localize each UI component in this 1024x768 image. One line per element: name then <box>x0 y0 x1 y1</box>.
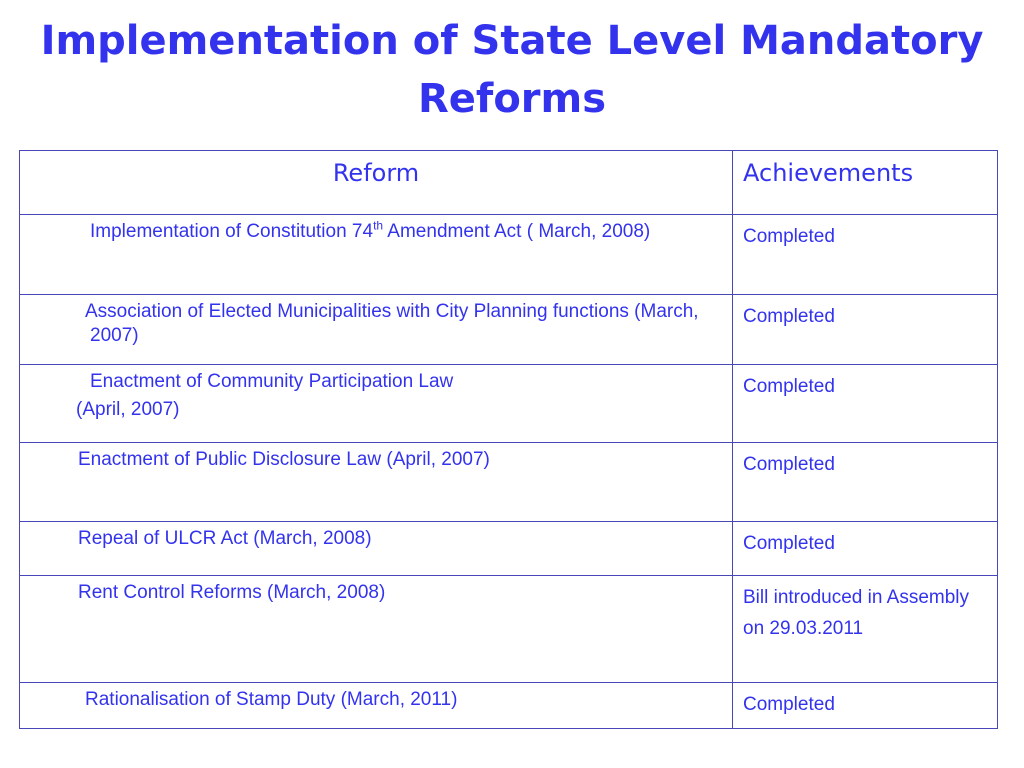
table-row <box>20 683 998 729</box>
reform-text <box>30 527 724 551</box>
table-row <box>20 576 998 683</box>
reforms-table <box>19 150 998 729</box>
table-row <box>20 215 998 295</box>
reform-number <box>30 300 85 324</box>
reform-cell <box>20 295 733 365</box>
page-title: Implementation of State Level Mandatory Reforms <box>40 18 984 122</box>
achievement-cell: Completed <box>733 683 998 729</box>
reform-cell <box>20 522 733 576</box>
reform-text-part: Amendment Act ( March, 2008) <box>383 221 651 242</box>
table-row <box>20 295 998 365</box>
reform-subtext: (April, 2007) <box>76 399 180 420</box>
achievement-cell: Bill introduced in Assembly on 29.03.2011 <box>733 576 998 683</box>
reform-text-part: Repeal of ULCR Act (March, 2008) <box>78 528 372 549</box>
reform-number <box>30 448 78 472</box>
achievement-cell: Completed <box>733 365 998 443</box>
reform-cell <box>20 683 733 729</box>
achievement-cell: Completed <box>733 522 998 576</box>
reform-text-part: Enactment of Public Disclosure Law (April, 2007) <box>78 449 490 470</box>
reform-text <box>30 448 724 472</box>
table-row <box>20 443 998 522</box>
reform-text <box>30 370 724 394</box>
reform-text-part: Enactment of Community Participation Law <box>90 371 454 392</box>
reform-number <box>30 527 78 551</box>
reform-text <box>30 688 724 712</box>
reform-number <box>30 220 90 244</box>
achievement-cell: Completed <box>733 443 998 522</box>
reform-text <box>30 581 724 605</box>
table-row <box>20 522 998 576</box>
reform-number <box>30 581 78 605</box>
header-reform: Reform <box>20 151 733 215</box>
reform-text-part: Rationalisation of Stamp Duty (March, 2011) <box>85 689 458 710</box>
reform-cell <box>20 443 733 522</box>
reform-cell <box>20 365 733 443</box>
achievement-cell: Completed <box>733 215 998 295</box>
reform-number <box>30 688 85 712</box>
table-row <box>20 365 998 443</box>
reform-text-part: Implementation of Constitution 74 <box>90 221 374 242</box>
reform-superscript: th <box>373 218 384 233</box>
header-achievements: Achievements <box>733 151 998 215</box>
reform-text-part: Association of Elected Municipalities with City Planning functions (March, 2007) <box>85 301 699 346</box>
reform-cell <box>20 576 733 683</box>
reform-number <box>30 370 90 394</box>
table-header-row <box>20 151 998 215</box>
achievement-cell: Completed <box>733 295 998 365</box>
reform-text <box>30 300 724 348</box>
reform-text-part: Rent Control Reforms (March, 2008) <box>78 582 386 603</box>
reform-cell <box>20 215 733 295</box>
reform-text <box>30 220 724 244</box>
